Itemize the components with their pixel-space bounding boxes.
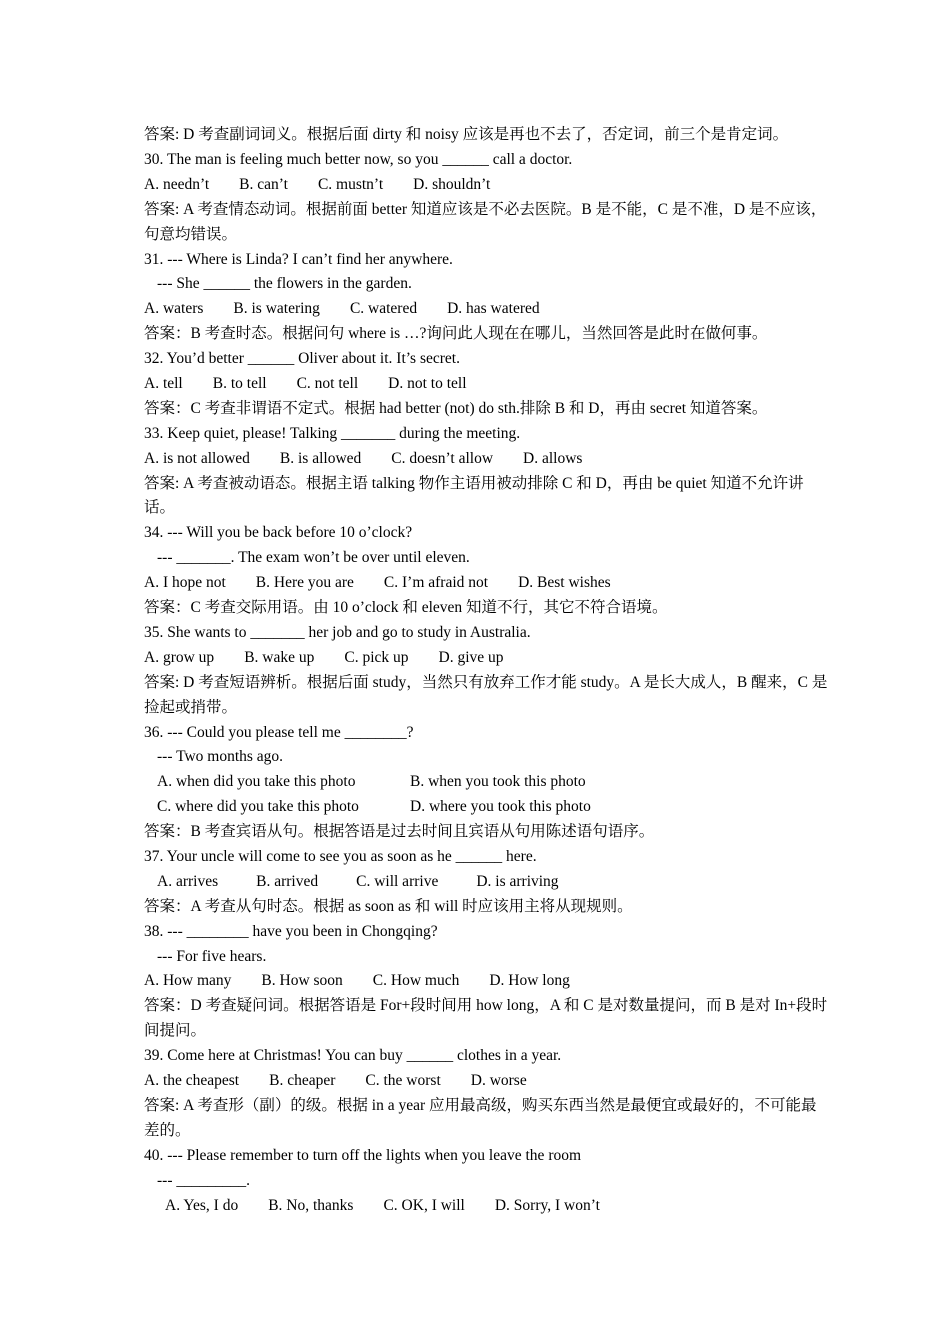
- answer-explanation: 答案：C 考查非谓语不定式。根据 had better (not) do sth.排除 B 和 D，再由 secret 知道答案。: [144, 399, 768, 417]
- question-text: 39. Come here at Christmas! You can buy ______ clothes in a year.: [144, 1047, 562, 1065]
- option-item: C. mustn’t: [317, 175, 384, 193]
- dialogue-reply: --- Two months ago.: [157, 748, 284, 766]
- option-item: A. I hope not: [144, 574, 226, 592]
- option-item: B. when you took this photo: [410, 773, 586, 791]
- dialogue-reply: --- _______. The exam won’t be over until eleven.: [157, 549, 470, 567]
- option-item: B. is allowed: [279, 449, 362, 467]
- option-item: A. tell: [144, 374, 183, 392]
- option-item: D. allows: [523, 449, 583, 467]
- option-item: D. Sorry, I won’t: [494, 1196, 600, 1214]
- answer-options: [144, 297, 830, 322]
- option-item: B. arrived: [256, 872, 319, 890]
- option-item: B. is watering: [233, 300, 320, 318]
- option-item: D. not to tell: [388, 374, 467, 392]
- option-item: D. How long: [489, 972, 570, 990]
- answer-options: [144, 372, 830, 397]
- option-item: A. waters: [144, 300, 204, 318]
- dialogue-reply: --- _________.: [157, 1171, 250, 1189]
- option-item: B. Here you are: [255, 574, 354, 592]
- question-text: 35. She wants to _______ her job and go to study in Australia.: [144, 623, 531, 641]
- option-item: B. cheaper: [269, 1072, 336, 1090]
- answer-explanation: 答案: D 考查短语辨析。根据后面 study，当然只有放弃工作才能 study。A 是长大成人，B 醒来，C 是捡起或捎带。: [144, 673, 828, 716]
- answer-explanation: 答案: A 考查被动语态。根据主语 talking 物作主语用被动排除 C 和 D，再由 be quiet 知道不允许讲话。: [144, 474, 804, 517]
- option-item: C. doesn’t allow: [391, 449, 494, 467]
- question-text: 37. Your uncle will come to see you as soon as he ______ here.: [144, 848, 537, 865]
- option-item: A. arrives: [157, 872, 219, 890]
- option-item: D. worse: [470, 1072, 527, 1090]
- option-item: A. is not allowed: [144, 449, 250, 467]
- dialogue-reply: --- For five hears.: [157, 947, 267, 965]
- answer-options: [144, 770, 830, 795]
- option-item: B. No, thanks: [268, 1196, 354, 1214]
- option-item: A. Yes, I do: [165, 1196, 239, 1214]
- option-item: A. the cheapest: [144, 1072, 240, 1090]
- answer-options: [144, 447, 830, 472]
- option-item: A. needn’t: [144, 175, 210, 193]
- answer-options: [144, 870, 830, 895]
- option-item: A. when did you take this photo: [157, 773, 356, 791]
- answer-options: [144, 1194, 830, 1219]
- answer-explanation: 答案：A 考查从句时态。根据 as soon as 和 will 时应该用主将从现规则。: [144, 897, 633, 915]
- answer-options: [144, 795, 830, 820]
- answer-explanation: 答案：B 考查宾语从句。根据答语是过去时间且宾语从句用陈述语句语序。: [144, 823, 655, 841]
- option-item: D. shouldn’t: [413, 175, 491, 193]
- option-item: D. Best wishes: [518, 574, 611, 592]
- question-text: 38. --- ________ have you been in Chongqing?: [144, 922, 438, 940]
- answer-explanation: 答案: A 考查形（副）的级。根据 in a year 应用最高级，购买东西当然是最便宜或最好的，不可能最差的。: [144, 1096, 817, 1139]
- answer-explanation: 答案: A 考查情态动词。根据前面 better 知道应该是不必去医院。B 是不能，C 是不准，D 是不应该，句意均错误。: [144, 200, 827, 243]
- dialogue-reply: --- She ______ the flowers in the garden.: [157, 275, 412, 293]
- option-item: B. How soon: [261, 972, 343, 990]
- option-item: A. grow up: [144, 648, 215, 666]
- option-item: C. watered: [349, 300, 418, 318]
- option-item: D. has watered: [447, 300, 540, 318]
- option-item: C. OK, I will: [383, 1196, 465, 1214]
- option-item: D. give up: [438, 648, 504, 666]
- question-text: 34. --- Will you be back before 10 o’clock?: [144, 524, 413, 542]
- option-item: C. pick up: [344, 648, 409, 666]
- option-item: C. not tell: [296, 374, 359, 392]
- answer-explanation: 答案：C 考查交际用语。由 10 o’clock 和 eleven 知道不行，其它不符合语境。: [144, 599, 668, 617]
- option-item: C. the worst: [365, 1072, 441, 1090]
- option-item: B. can’t: [239, 175, 288, 193]
- option-item: D. where you took this photo: [410, 798, 591, 816]
- question-text: 31. --- Where is Linda? I can’t find her anywhere.: [144, 250, 453, 268]
- question-text: 36. --- Could you please tell me ________?: [144, 723, 414, 741]
- question-text: 30. The man is feeling much better now, so you ______ call a doctor.: [144, 150, 573, 168]
- answer-options: [144, 646, 830, 671]
- answer-options: [144, 571, 830, 596]
- question-text: 33. Keep quiet, please! Talking _______ during the meeting.: [144, 424, 521, 442]
- option-item: B. wake up: [244, 648, 315, 666]
- option-item: D. is arriving: [476, 872, 559, 890]
- option-item: C. where did you take this photo: [157, 798, 359, 816]
- answer-options: [144, 173, 830, 198]
- option-item: C. I’m afraid not: [383, 574, 489, 592]
- answer-explanation: 答案：B 考查时态。根据问句 where is …?询问此人现在在哪儿，当然回答是此时在做何事。: [144, 325, 768, 343]
- option-item: C. will arrive: [356, 872, 439, 890]
- answer-explanation: 答案：D 考查疑问词。根据答语是 For+段时间用 how long，A 和 C 是对数量提问，而 B 是对 In+段时间提问。: [144, 997, 828, 1040]
- question-text: 40. --- Please remember to turn off the lights when you leave the room: [144, 1146, 582, 1164]
- option-item: C. How much: [372, 972, 460, 990]
- answer-options: [144, 969, 830, 994]
- answer-options: [144, 1069, 830, 1094]
- question-text: 32. You’d better ______ Oliver about it. It’s secret.: [144, 350, 460, 368]
- option-item: B. to tell: [212, 374, 267, 392]
- option-item: A. How many: [144, 972, 232, 990]
- answer-explanation: 答案: D 考查副词词义。根据后面 dirty 和 noisy 应该是再也不去了，否定词，前三个是肯定词。: [144, 126, 789, 143]
